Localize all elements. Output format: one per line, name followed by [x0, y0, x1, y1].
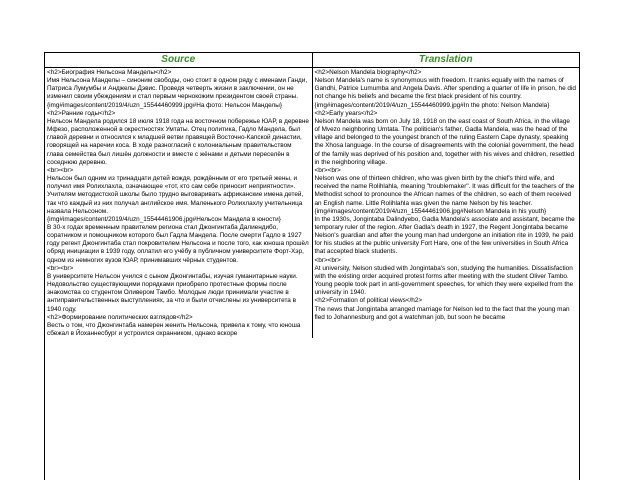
source-line: В университете Нельсон учился с сыном Джонгинтабы, изучая гуманитарные науки. Недовольство существующими порядками приобрело протестные формы после знакомства со студентом Оливером Тамбо. Молодые люди принимали участие в антиправительственных выступлениях, за что и были отчислены из университета в 1940 году.	[47, 272, 298, 313]
translation-line: Nelson was one of thirteen children, who was given birth by the chief's third wife, and received the name Rolihlahla, meaning "troublemaker". It was difficult for the teachers of the Methodist school to pronounce the African names of the children, so each of them received an English name. Little Rolihlahla was given the name Nelson by his teacher.	[314, 175, 575, 207]
translation-line: Nelson Mandela's name is synonymous with freedom. It ranks equally with the names of Gandhi, Patrice Lumumba and Angela Davis. After spending a quarter of life in prison, he did not change his beliefs and became the first black president of his country.	[314, 77, 576, 101]
source-column-header: Source	[45, 53, 312, 68]
translation-line: At university, Nelson studied with Jongintaba's son, studying the humanities. Dissatisfaction with the existing order acquired protest forms after meeting with the student Oliver Tambo. Young people took part in anti-government speeches, for which they were expelled from the university in 1940.	[314, 264, 574, 297]
translation-line: Nelson Mandela was born on July 18, 1918 on the east coast of South Africa, in the village of Mvezo neighboring Umtata. The politician's father, Gadla Mandela, was the head of the village and belonged to the youngest branch of the ruling Eastern Cape dynasty, speaking the Xhosa language. In the course of disagreements with the colonial government, the head of the family was deprived of his position and, together with his wives and children, resettled in the neighboring village.	[314, 117, 575, 166]
translation-table	[44, 52, 580, 480]
source-line: В 30-х годах временным правителем региона стал Джонгинтаба Далиендибо, соратником и помощником которого был Гадла Мандела. После смерти Гадло в 1927 году регент Джонгинтаба стал покровителем Нельсона и после того, как юноша прошёл обряд инициации в 1939 году, оплатил его учёбу в публичном университете Форт-Хэр, одном из немногих вузов ЮАР, принимавших чёрных студентов.	[47, 223, 309, 264]
translation-cell	[312, 68, 579, 339]
translation-line: In the 1930s, Jongintaba Dalindyebo, Gadla Mandela's associate and assistant, became the temporary ruler of the region. After Gadla's death in 1927, the Regent Jongintaba became Nelson's guardian and after the young man had undergone an initiation rite in 1939, he paid for his studies at the public university Fort Hare, one of the few universities in South Africa that accepted black students.	[314, 215, 575, 256]
bilingual-table	[45, 53, 579, 338]
source-line: Нельсон был одним из тринадцати детей вождя, рождённым от его третьей жены, и получил имя Ролихлахла, означающее «тот, кто сам себе приносит неприятности». Учителям методистской школы было трудно выговаривать африканские имена детей, так что каждый из них получал английское имя. Маленького Ролихлахлу учительница назвала Нельсоном.	[47, 175, 304, 215]
translation-column-header: Translation	[312, 53, 579, 68]
translation-line: <br><br>	[314, 256, 341, 264]
translation-line: <h2>Nelson Mandela biography</h2>	[314, 69, 422, 76]
source-cell	[45, 68, 312, 339]
source-line: <br><br>	[47, 166, 74, 174]
translation-line: <h2>Formation of political views</h2>	[314, 297, 423, 305]
translation-line: <h2>Early years</h2>	[314, 109, 378, 117]
source-line: {img#images/content/2019/4/uzn_15544460999.jpg#На фото: Нельсон Манделы}	[47, 101, 282, 109]
translation-line: {img#images/content/2019/4/uzn_15544461906.jpg#Nelson Mandela in his youth}	[314, 207, 547, 215]
source-line: {img#images/content/2019/4/uzn_15544461906.jpg#Нельсон Мандела в юности}	[47, 215, 281, 223]
source-line: <h2>Формирование политических взглядов</h2>	[47, 313, 193, 321]
translation-line: {img#images/content/2019/4/uzn_15544460999.jpg#In the photo: Nelson Mandela}	[314, 101, 550, 109]
translation-line: The news that Jongintaba arranged marriage for Nelson led to the fact that the young man fled to Johannesburg and got a watchman job, but soon he became	[314, 305, 570, 321]
source-line: <h2>Ранние годы</h2>	[47, 109, 116, 117]
source-line: <br><br>	[47, 264, 74, 272]
header-row	[45, 53, 579, 68]
source-line: Нельсон Мандела родился 18 июля 1918 года на восточном побережье ЮАР, в деревне Мфезо, расположенной в окрестностях Умтаты. Отец политика, Гадло Мандела, был главой деревни и относился к младшей ветви правящей Восточно-Капской династии, говорящей на наречии коса. В ходе разногласий с колониальным правительством глава семейства был лишён должности и вместе с жёнами и детьми переселён в соседнюю деревню.	[47, 117, 309, 166]
source-line: Имя Нельсона Манделы – синоним свободы, оно стоит в одном ряду с именами Ганди, Патриса Лумумбы и Анджелы Дэвис. Проведя четверть жизни в заключении, он не изменил своим убеждениям и стал первым чернокожим президентом своей страны.	[47, 77, 308, 101]
content-row	[45, 68, 579, 339]
source-line: <h2>Биография Нельсона Манделы</h2>	[47, 69, 172, 76]
source-line: Весть о том, что Джонгинтаба намерен женить Нельсона, привела к тому, что юноша сбежал в Йоханнесбург и устроился охранником, однако вскоре	[47, 321, 301, 337]
translation-line: <br><br>	[314, 166, 341, 174]
